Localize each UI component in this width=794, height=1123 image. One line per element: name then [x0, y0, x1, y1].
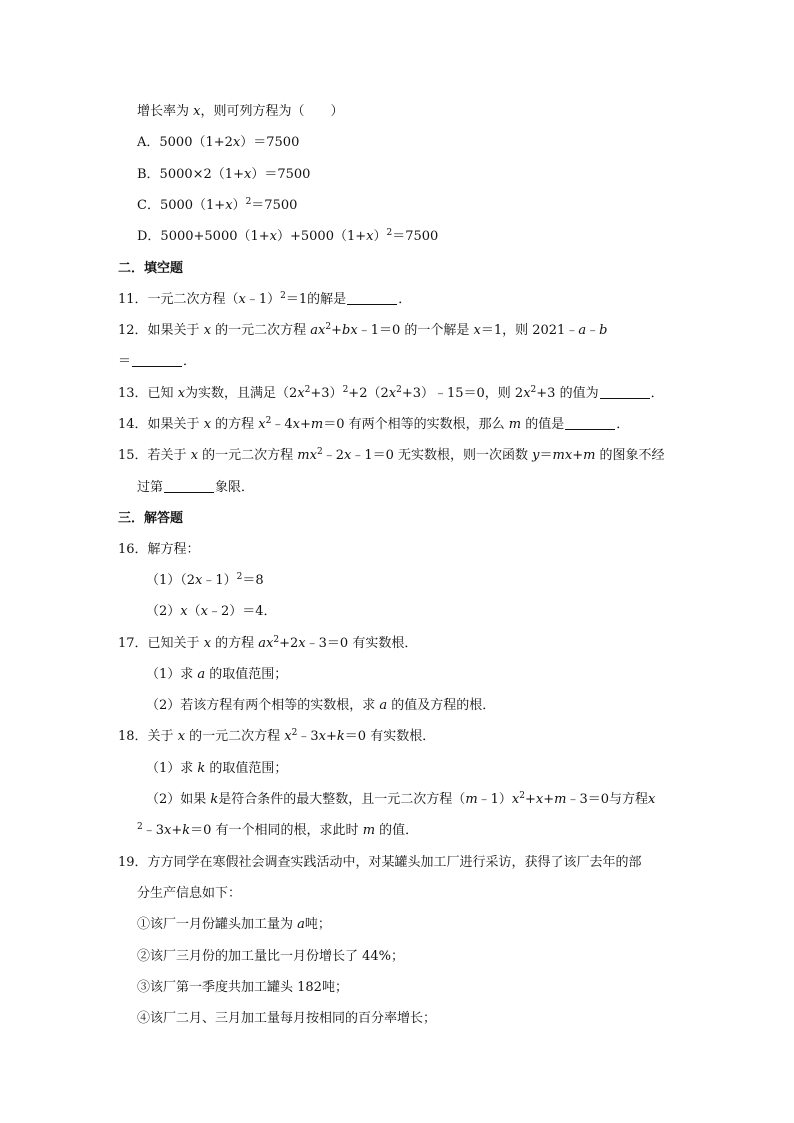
q12-line2: ＝ ．: [118, 354, 197, 369]
q10-option-c: C．$5000(1+x)^2=7500$: [137, 197, 298, 213]
q17-part1: （1）求 a 的取值范围；: [146, 667, 288, 682]
q16-part2: （2）x（x﹣2）＝4．: [146, 604, 277, 619]
q14: 14．如果关于 x 的方程 $x^2﹣4x+m=0$ 有两个相等的实数根，那么 m 的值是 ．: [118, 416, 630, 432]
section-fill-in-title: 二．填空题: [118, 261, 184, 276]
q19-info3: ③该厂第一季度共加工罐头 182吨；: [137, 980, 348, 995]
q18-part2-line1: （2）如果 k是符合条件的最大整数，且一元二次方程$(m﹣1)x^2+x+m﹣3=0$与方程x: [146, 791, 656, 807]
q17-part2: （2）若该方程有两个相等的实数根，求 a 的值及方程的根．: [146, 698, 496, 713]
q19-info1: ①该厂一月份罐头加工量为 a吨；: [137, 917, 331, 932]
q19-info2: ②该厂三月份的加工量比一月份增长了 44%；: [137, 949, 405, 964]
q18: 18．关于 x 的一元二次方程 $x^2﹣3x+k=0$ 有实数根．: [118, 728, 436, 744]
answer-blank[interactable]: [164, 479, 214, 493]
answer-blank[interactable]: [132, 353, 182, 367]
section-answer-title: 三．解答题: [118, 511, 184, 526]
q19-line2: 分生产信息如下：: [137, 886, 242, 901]
q16: 16．解方程：: [118, 542, 200, 557]
answer-blank[interactable]: [565, 416, 615, 430]
q10-option-b: B．5000×2（1+x）＝7500: [137, 167, 311, 182]
q12-line1: 12．如果关于 x 的一元二次方程 $ax^2+bx﹣1=0$ 的一个解是 x＝1，则 2021﹣a﹣b: [118, 322, 608, 338]
answer-blank[interactable]: [347, 291, 397, 305]
q19-line1: 19．方方同学在寒假社会调查实践活动中，对某罐头加工厂进行采访，获得了该厂去年的部: [118, 855, 642, 870]
answer-blank[interactable]: [600, 385, 650, 399]
q15-line1: 15．若关于 x 的一元二次方程 $mx^2﹣2x﹣1=0$ 无实数根，则一次函数 y＝mx+m 的图象不经: [118, 447, 665, 463]
q15-line2: 过第 象限．: [137, 480, 255, 495]
q16-part1: （1）（2x﹣1）$^2$＝8: [146, 572, 264, 588]
q10-option-d: D．$5000+5000(1+x)+5000(1+x)^2=7500$: [137, 228, 439, 244]
q18-part1: （1）求 k 的取值范围；: [146, 761, 288, 776]
q17: 17．已知关于 x 的方程 $ax^2+2x﹣3=0$ 有实数根．: [118, 635, 418, 651]
q10-stem-tail: 增长率为 x，则可列方程为（ ）: [137, 104, 344, 119]
q13: 13．已知 x为实数，且满足$(2x^2+3)^2+2(2x^2+3)﹣15=0$，则 $2x^2+3$ 的值为 ．: [118, 385, 664, 401]
q11: 11．一元二次方程（x﹣1）$^2$＝1的解是 ．: [118, 291, 412, 307]
q19-info4: ④该厂二月、三月加工量每月按相同的百分率增长；: [137, 1011, 437, 1026]
q10-option-a: A．5000（1+2x）＝7500: [137, 135, 300, 150]
q18-part2-line2: $^2$﹣3x+k＝0 有一个相同的根，求此时 m 的值．: [137, 822, 419, 838]
